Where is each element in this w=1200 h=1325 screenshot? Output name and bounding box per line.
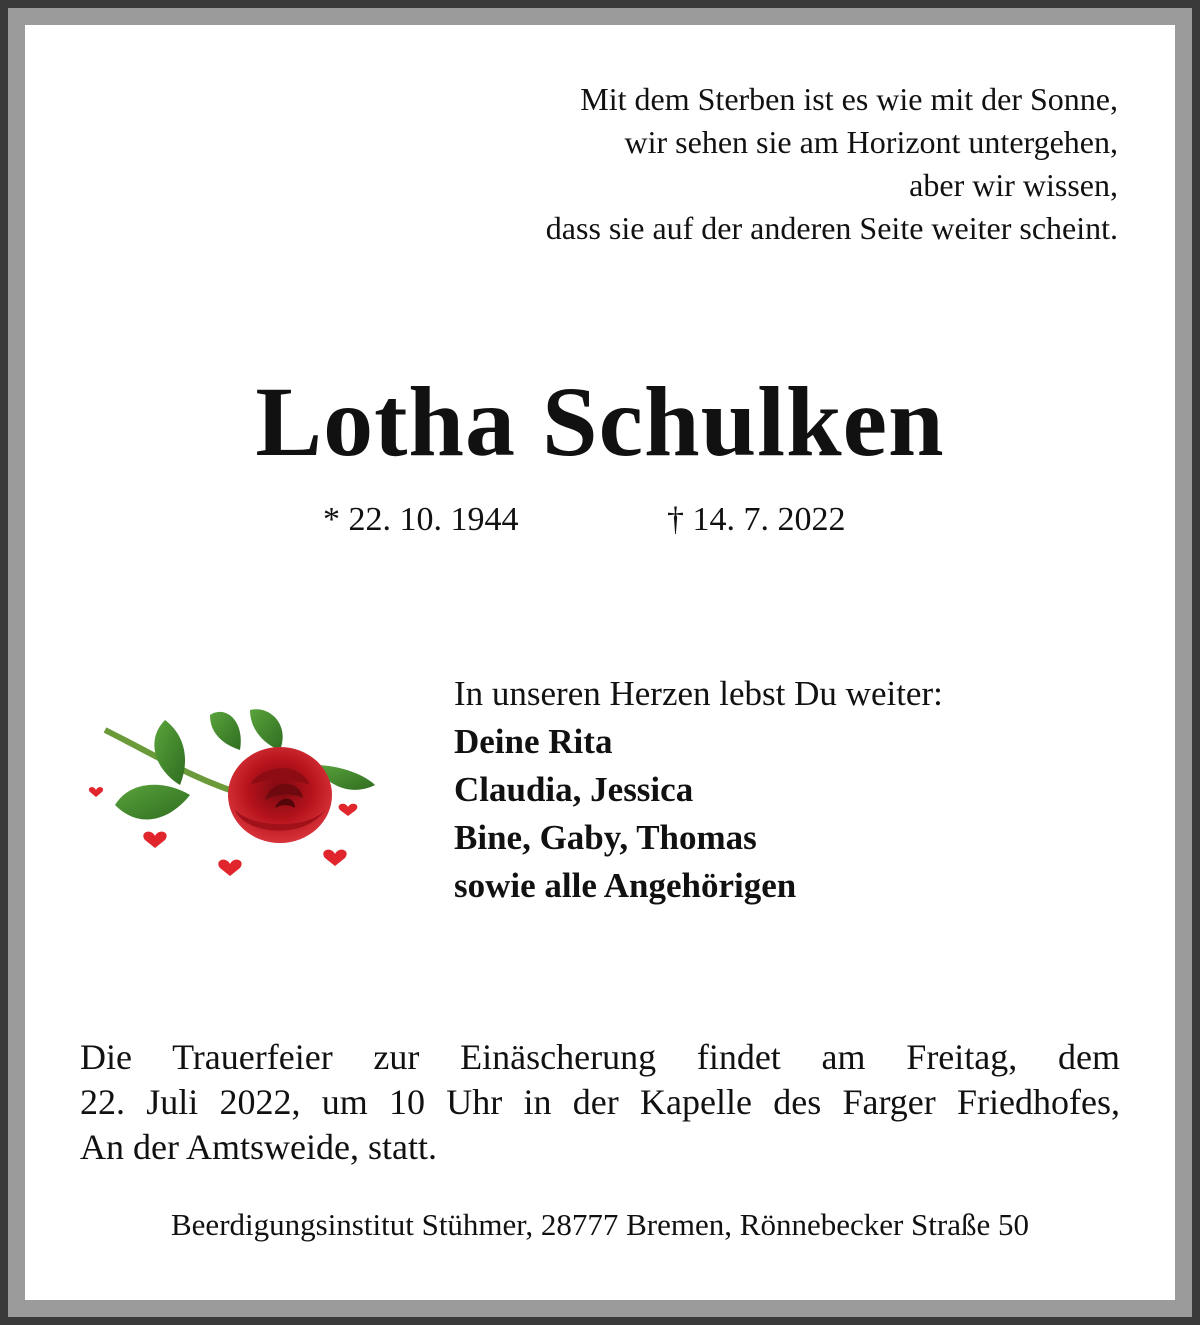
heart-icon <box>89 787 103 797</box>
ceremony-line: Die Trauerfeier zur Einäscherung findet am Freitag, dem <box>80 1037 1120 1077</box>
leaf <box>154 720 185 785</box>
poem-line: wir sehen sie am Horizont untergehen, <box>624 124 1118 160</box>
mourners-block <box>454 670 943 910</box>
leaf <box>115 785 190 820</box>
mourner-name: Bine, Gaby, Thomas <box>454 818 757 857</box>
ceremony-line: An der Amtsweide, statt. <box>80 1127 437 1167</box>
mourner-name: sowie alle Angehörigen <box>454 866 797 905</box>
poem-line: aber wir wissen, <box>909 167 1118 203</box>
ceremony-notice <box>80 1035 1120 1170</box>
birth-date: * 22. 10. 1944 <box>323 501 519 538</box>
poem-line: Mit dem Sterben ist es wie mit der Sonne, <box>580 81 1118 117</box>
mourner-name: Claudia, Jessica <box>454 770 694 809</box>
undertaker-info: Beerdigungsinstitut Stühmer, 28777 Bremen, Rönnebecker Straße 50 <box>171 1207 1029 1242</box>
heart-icon <box>323 850 346 866</box>
mourner-name: Deine Rita <box>454 722 613 761</box>
rose-icon <box>85 700 385 890</box>
ceremony-line: 22. Juli 2022, um 10 Uhr in der Kapelle des Farger Friedhofes, <box>80 1082 1120 1122</box>
poem <box>546 78 1118 250</box>
mourners-intro: In unseren Herzen lebst Du weiter: <box>454 674 943 713</box>
poem-line: dass sie auf der anderen Seite weiter scheint. <box>545 210 1118 246</box>
leaf <box>250 709 283 750</box>
leaf <box>210 712 241 750</box>
heart-icon <box>218 860 241 876</box>
deceased-name: Lotha Schulken <box>255 366 945 477</box>
heart-icon <box>143 832 166 848</box>
death-date: † 14. 7. 2022 <box>667 501 846 538</box>
heart-icon <box>339 804 358 816</box>
